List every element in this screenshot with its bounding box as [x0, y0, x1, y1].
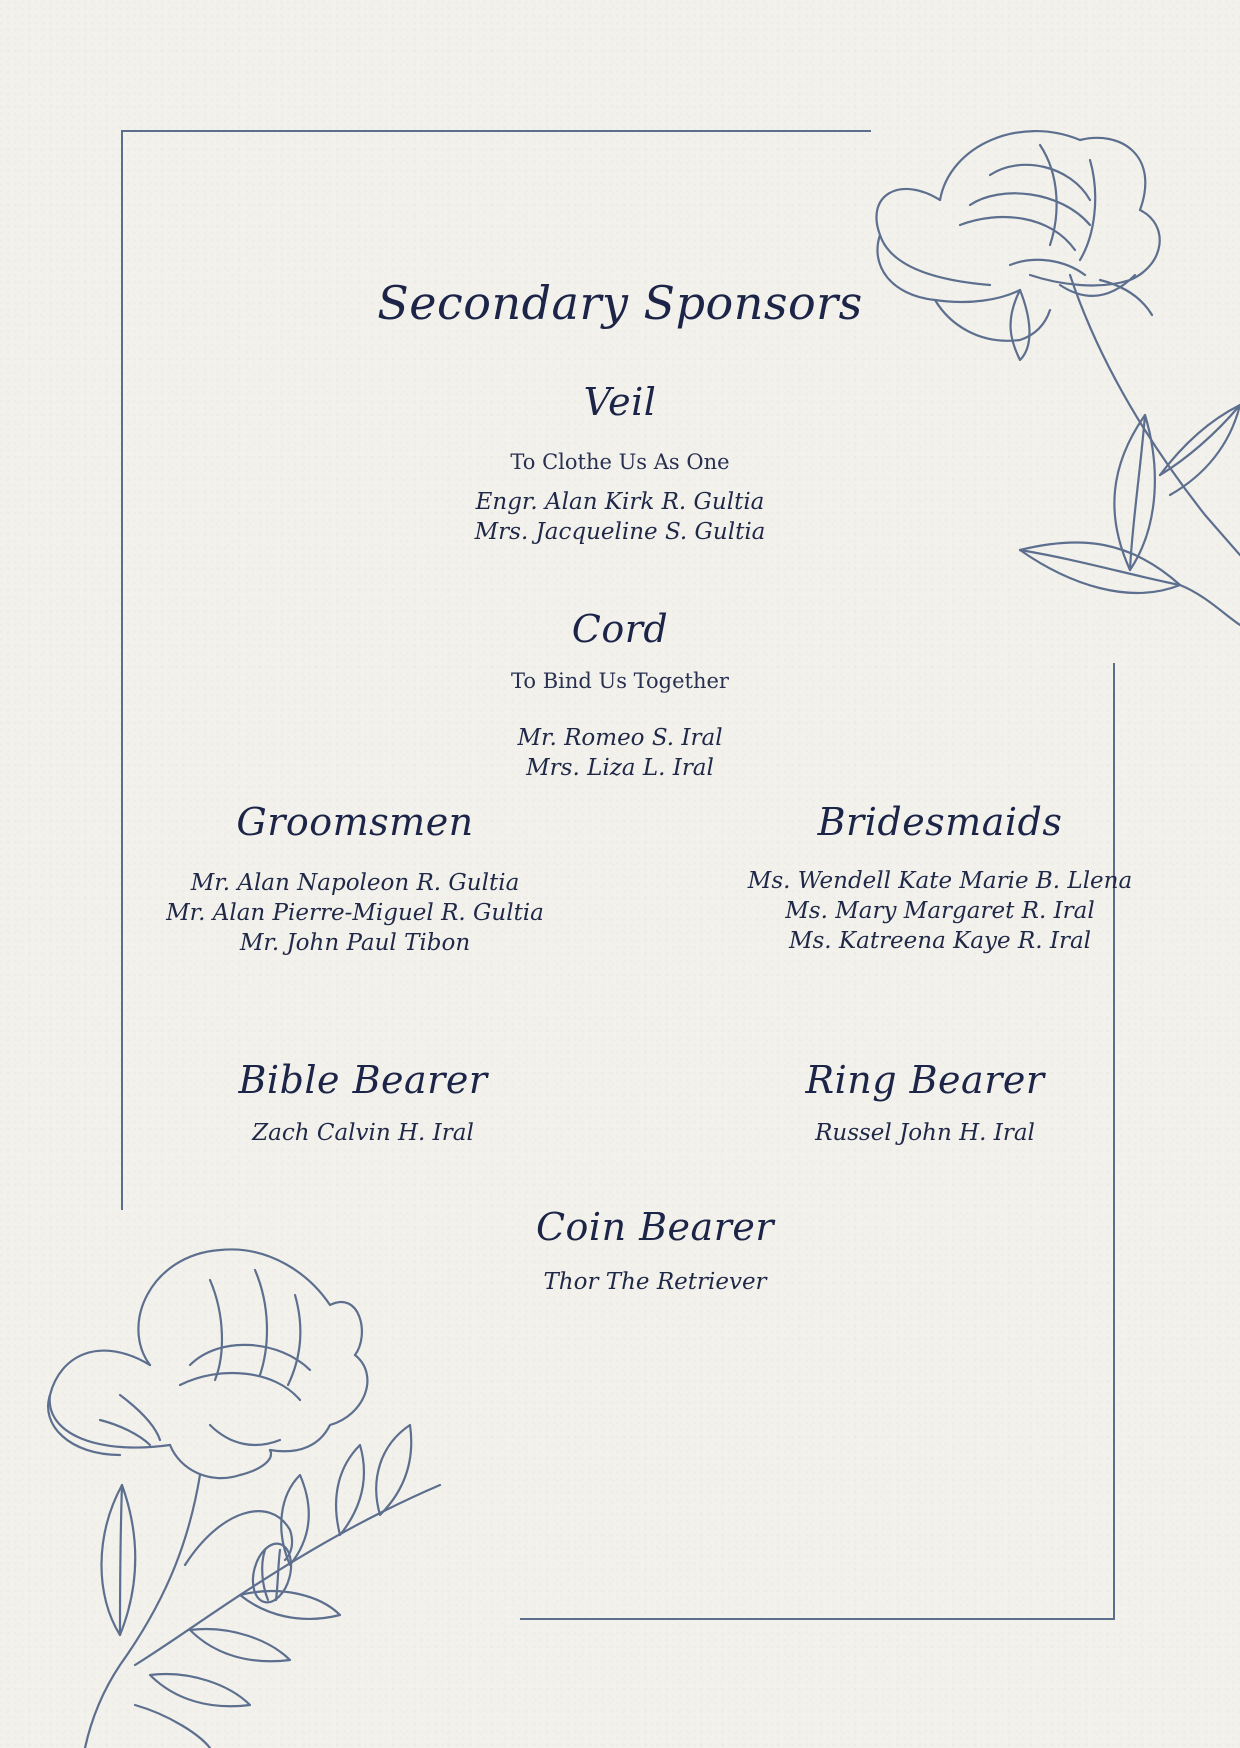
veil-heading: Veil [583, 380, 657, 424]
veil-tagline: To Clothe Us As One [510, 450, 730, 474]
poppy-flower-icon [40, 1245, 460, 1748]
list-item: Mr. Alan Pierre-Miguel R. Gultia [166, 900, 544, 926]
coin-bearer-section [455, 1205, 855, 1297]
list-item: Mrs. Liza L. Iral [526, 755, 714, 781]
page-title: Secondary Sponsors [377, 276, 863, 330]
coin-bearer-heading: Coin Bearer [535, 1205, 775, 1249]
groomsmen-section [135, 800, 575, 958]
cord-heading: Cord [571, 607, 669, 651]
cord-tagline: To Bind Us Together [511, 669, 729, 693]
bible-bearer-heading: Bible Bearer [238, 1058, 488, 1102]
list-item: Ms. Mary Margaret R. Iral [785, 898, 1095, 924]
list-item: Mr. Romeo S. Iral [517, 725, 723, 751]
list-item: Engr. Alan Kirk R. Gultia [475, 489, 765, 515]
poppy-flower-icon [860, 115, 1240, 635]
veil-names [0, 487, 1240, 547]
frame-top-line [121, 130, 871, 132]
list-item: Mrs. Jacqueline S. Gultia [474, 519, 766, 545]
ring-bearer-section [725, 1058, 1125, 1148]
list-item: Mr. Alan Napoleon R. Gultia [190, 870, 520, 896]
frame-bottom-line [520, 1618, 1115, 1620]
bible-bearer-name: Zach Calvin H. Iral [252, 1120, 474, 1146]
bridesmaids-names [735, 866, 1145, 956]
groomsmen-heading: Groomsmen [236, 800, 474, 844]
list-item: Ms. Katreena Kaye R. Iral [788, 928, 1092, 954]
bible-bearer-section [163, 1058, 563, 1148]
bridesmaids-heading: Bridesmaids [817, 800, 1063, 844]
coin-bearer-name: Thor The Retriever [543, 1269, 767, 1295]
ring-bearer-name: Russel John H. Iral [815, 1120, 1035, 1146]
ring-bearer-heading: Ring Bearer [805, 1058, 1045, 1102]
bridesmaids-section [735, 800, 1145, 956]
list-item: Mr. John Paul Tibon [239, 930, 471, 956]
list-item: Ms. Wendell Kate Marie B. Llena [747, 868, 1133, 894]
groomsmen-names [135, 868, 575, 958]
cord-names [0, 723, 1240, 783]
